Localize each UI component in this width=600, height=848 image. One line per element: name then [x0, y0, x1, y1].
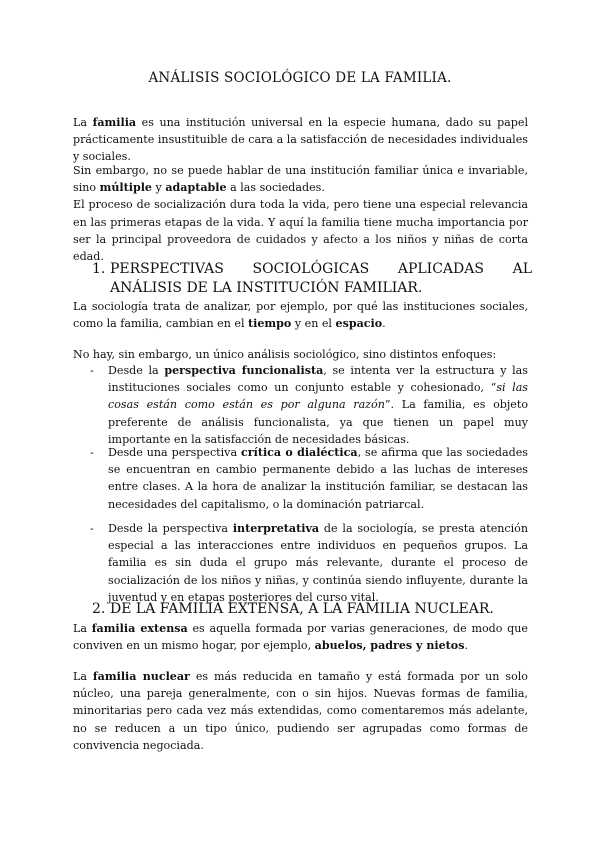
intro-paragraph-2: Sin embargo, no se puede hablar de una institución familiar única e invariable, sino múltiple y adaptable a las sociedades. El proceso de socialización dura toda la vida, pero tiene una especial relevancia en las primeras etapas de la vida. Y aquí la familia tiene mucha importancia por ser la principal proveedora de cuidados y afecto a los niños y niñas de corta edad. [73, 162, 528, 265]
list-item: - Desde la perspectiva funcionalista, se intenta ver la estructura y las instituciones sociales como un conjunto estable y cohesionado, “si las cosas están como están es por alguna razón”. La familia, es objeto preferente de análisis funcionalista, ya que tienen un papel muy importante en la satisfacción de necesidades básicas. [90, 364, 528, 446]
perspectives-list [90, 362, 528, 448]
section-1-paragraph-1: La sociología trata de analizar, por ejemplo, por qué las instituciones sociales, como la familia, cambian en el tiempo y en el espacio. [73, 300, 528, 331]
intro-paragraph-1: La familia es una institución universal en la especie humana, dado su papel prácticamente insustituible de cara a la satisfacción de necesidades individuales y sociales. [73, 116, 528, 164]
section-1-heading: 1. PERSPECTIVAS SOCIOLÓGICAS APLICADAS AL ANÁLISIS DE LA INSTITUCIÓN FAMILIAR. [92, 261, 532, 296]
section-1-paragraph-2: No hay, sin embargo, un único análisis sociológico, sino distintos enfoques: [73, 348, 497, 361]
perspectives-list-3 [90, 520, 528, 606]
list-item: - Desde la perspectiva interpretativa de la sociología, se presta atención especial a las interacciones entre individuos en pequeños grupos. La familia es sin duda el grupo más relevante, durante el proceso de socialización de los niños y niñas, y continúa siendo influyente, durante la juventud y en etapas posteriores del curso vital. [90, 522, 528, 604]
section-2-paragraph-1: La familia extensa es aquella formada por varias generaciones, de modo que conviven en un mismo hogar, por ejemplo, abuelos, padres y nietos. [73, 622, 528, 653]
page-title: ANÁLISIS SOCIOLÓGICO DE LA FAMILIA. [148, 70, 452, 86]
perspectives-list-2 [90, 444, 528, 513]
list-item: - Desde una perspectiva crítica o dialéctica, se afirma que las sociedades se encuentran en cambio permanente debido a las luchas de intereses entre clases. A la hora de analizar la institución familiar, se destacan las necesidades del capitalismo, o la dominación patriarcal. [90, 446, 528, 511]
intro-paragraph-3: El proceso de socialización dura toda la vida, pero tiene una especial relevancia en las primeras etapas de la vida. Y aquí la familia tiene mucha importancia por ser la principal proveedora de cuidados y afecto a los niños y niñas de corta edad. [73, 198, 528, 264]
section-2-heading: 2. DE LA FAMILIA EXTENSA, A LA FAMILIA NUCLEAR. [92, 601, 494, 617]
section-2-paragraph-2: La familia nuclear es más reducida en tamaño y está formada por un solo núcleo, una pareja generalmente, con o sin hijos. Nuevas formas de familia, minoritarias pero cada vez más extendidas, como comentaremos más adelante, no se reducen a un tipo único, pudiendo ser agrupadas como formas de convivencia negociada. [73, 670, 528, 752]
